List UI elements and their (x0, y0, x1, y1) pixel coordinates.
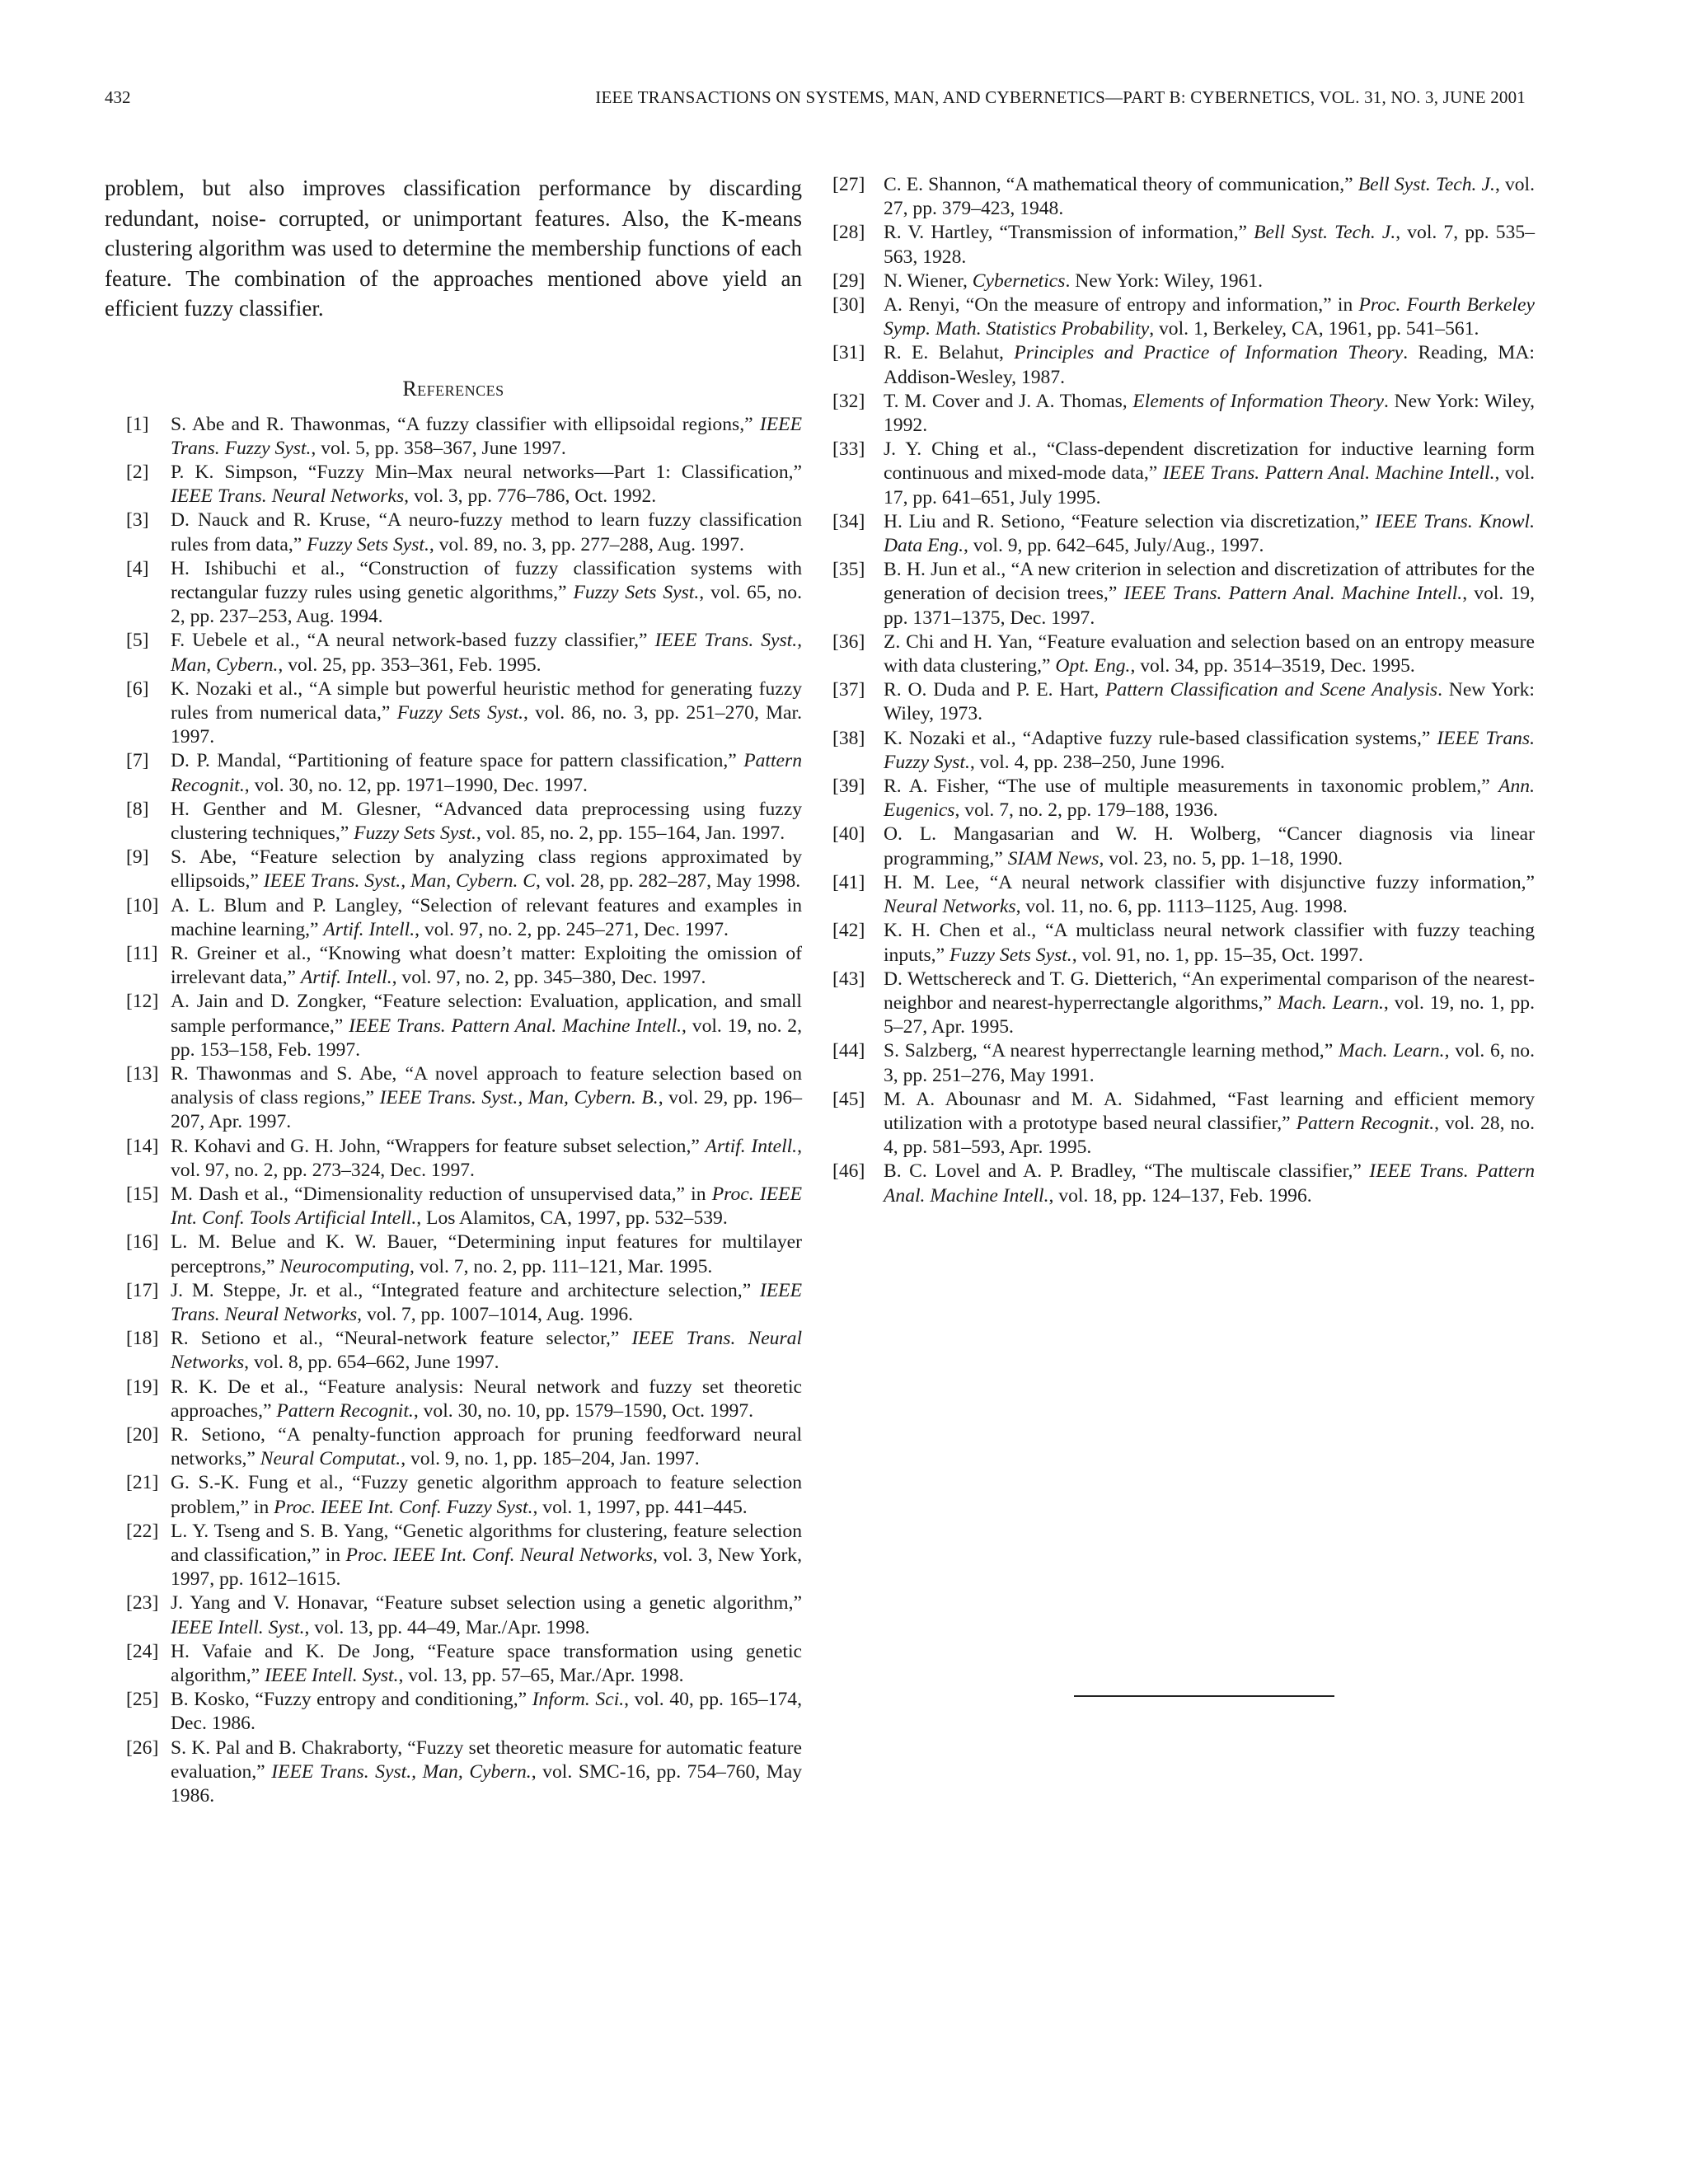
reference-venue: IEEE Trans. Syst., Man, Cybern. (271, 1760, 532, 1783)
reference-number: [9] (126, 846, 149, 869)
reference-details: , vol. 9, pp. 642–645, July/Aug., 1997. (964, 535, 1264, 557)
reference-details: , vol. 25, pp. 353–361, Feb. 1995. (278, 654, 542, 676)
reference-number: [18] (126, 1328, 159, 1350)
reference-venue: SIAM News (1007, 847, 1100, 869)
reference-venue: Opt. Eng. (1055, 655, 1131, 677)
reference-authors-title: S. Abe, “Feature selection by analyzing class regions approximated by ellipsoids,” (171, 846, 802, 893)
reference-venue: IEEE Trans. Neural Networks (171, 1328, 802, 1374)
reference-number: [26] (126, 1736, 159, 1759)
reference-details: , vol. 30, no. 12, pp. 1971–1990, Dec. 1997. (244, 774, 588, 796)
reference-details: , vol. 97, no. 2, pp. 273–324, Dec. 1997. (171, 1135, 802, 1181)
reference-number: [14] (126, 1135, 159, 1157)
reference-authors-title: C. E. Shannon, “A mathematical theory of communication,” (884, 174, 1358, 195)
reference-venue: Cybernetics (972, 269, 1066, 292)
reference-venue: IEEE Intell. Syst. (265, 1665, 399, 1687)
reference-entry (832, 919, 1535, 967)
reference-number: [42] (832, 920, 865, 942)
reference-venue: IEEE Trans. Pattern Anal. Machine Intell. (349, 1015, 682, 1037)
reference-details: , vol. 1, 1997, pp. 441–445. (532, 1496, 748, 1518)
reference-number: [23] (126, 1592, 159, 1615)
reference-number: [19] (126, 1376, 159, 1398)
reference-authors-title: H. M. Lee, “A neural network classifier with disjunctive fuzzy information,” (884, 871, 1535, 893)
reference-number: [36] (832, 630, 865, 653)
reference-venue: IEEE Trans. Syst., Man, Cybern. C (263, 870, 537, 893)
reference-entry (105, 557, 802, 630)
reference-details: , vol. 91, no. 1, pp. 15–35, Oct. 1997. (1071, 944, 1363, 966)
reference-authors-title: J. M. Steppe, Jr. et al., “Integrated feature and architecture selection,” (171, 1279, 760, 1301)
reference-entry (105, 846, 802, 893)
reference-venue: Bell Syst. Tech. J. (1254, 222, 1396, 244)
reference-authors-title: S. K. Pal and B. Chakraborty, “Fuzzy set theoretic measure for automatic feature evaluation,” (171, 1736, 802, 1783)
reference-authors-title: A. Renyi, “On the measure of entropy and information,” in (884, 294, 1359, 316)
reference-details: , vol. 19, no. 2, pp. 153–158, Feb. 1997. (171, 1015, 802, 1061)
reference-list-right (832, 173, 1535, 1208)
reference-entry (832, 293, 1535, 341)
reference-number: [33] (832, 438, 865, 461)
reference-venue: Principles and Practice of Information Theory (1014, 342, 1404, 364)
reference-details: , Los Alamitos, CA, 1997, pp. 532–539. (416, 1207, 728, 1230)
right-column (832, 173, 1535, 1208)
reference-authors-title: M. A. Abounasr and M. A. Sidahmed, “Fast learning and efficient memory utilization with a prototype based neural classifier,” (884, 1088, 1535, 1134)
reference-authors-title: B. H. Jun et al., “A new criterion in selection and discretization of attributes for the generation of decision trees,” (884, 559, 1535, 605)
reference-venue: Artif. Intell. (323, 918, 415, 940)
reference-venue: Proc. IEEE Int. Conf. Fuzzy Syst. (274, 1496, 533, 1518)
reference-authors-title: L. M. Belue and K. W. Bauer, “Determining input features for multilayer perceptrons,” (171, 1231, 802, 1277)
reference-authors-title: F. Uebele et al., “A neural network-based fuzzy classifier,” (171, 630, 655, 652)
reference-venue: IEEE Trans. Neural Networks (171, 485, 405, 508)
reference-venue: Elements of Information Theory (1132, 390, 1384, 412)
reference-venue: Artif. Intell. (300, 967, 392, 989)
reference-authors-title: Z. Chi and H. Yan, “Feature evaluation and selection based on an entropy measure with data clustering,” (884, 630, 1535, 677)
reference-number: [44] (832, 1040, 865, 1062)
reference-details: . New York: Wiley, 1973. (884, 679, 1535, 725)
left-column (105, 173, 802, 1808)
reference-entry (105, 990, 802, 1062)
reference-venue: Proc. IEEE Int. Conf. Neural Networks (345, 1544, 654, 1567)
reference-details: , vol. 13, pp. 44–49, Mar./Apr. 1998. (304, 1616, 590, 1638)
reference-venue: Bell Syst. Tech. J. (1357, 174, 1495, 195)
reference-entry (105, 677, 802, 750)
reference-authors-title: H. Genther and M. Glesner, “Advanced data preprocessing using fuzzy clustering techniques,” (171, 798, 802, 844)
reference-entry (832, 775, 1535, 823)
reference-authors-title: P. K. Simpson, “Fuzzy Min–Max neural networks—Part 1: Classification,” (171, 461, 802, 483)
reference-entry (105, 1591, 802, 1639)
reference-number: [16] (126, 1231, 159, 1254)
reference-details: , vol. 4, pp. 238–250, June 1996. (969, 751, 1226, 773)
reference-entry (105, 1471, 802, 1519)
reference-details: , vol. 13, pp. 57–65, Mar./Apr. 1998. (398, 1665, 684, 1687)
reference-authors-title: S. Abe and R. Thawonmas, “A fuzzy classifier with ellipsoidal regions,” (171, 413, 760, 435)
reference-authors-title: O. L. Mangasarian and W. H. Wolberg, “Cancer diagnosis via linear programming,” (884, 823, 1535, 869)
reference-number: [4] (126, 557, 149, 579)
body-paragraph: problem, but also improves classification performance by discarding redundant, noise- corrupted, or unimportant features. Also, the K-means clustering algorithm was used to determine the membership functions of each feature. The combination of the approaches mentioned above yield an efficient fuzzy classifier. (105, 176, 802, 321)
reference-details: , vol. 28, no. 4, pp. 581–593, Apr. 1995. (884, 1112, 1535, 1159)
reference-entry (105, 1376, 802, 1423)
reference-number: [13] (126, 1062, 159, 1085)
reference-entry (832, 221, 1535, 269)
reference-entry (832, 558, 1535, 630)
reference-authors-title: A. L. Blum and P. Langley, “Selection of relevant features and examples in machine learning,” (171, 894, 802, 940)
reference-number: [2] (126, 461, 149, 483)
reference-entry (105, 942, 802, 990)
reference-entry (105, 798, 802, 846)
reference-entry (105, 509, 802, 556)
running-header (105, 87, 1526, 115)
reference-details: , vol. 17, pp. 641–651, July 1995. (884, 462, 1535, 509)
reference-entry (105, 749, 802, 797)
reference-entry (832, 678, 1535, 726)
reference-entry (105, 1183, 802, 1230)
reference-details: , vol. 97, no. 2, pp. 245–271, Dec. 1997. (415, 918, 729, 940)
reference-authors-title: A. Jain and D. Zongker, “Feature selection: Evaluation, application, and small sample performance,” (171, 991, 802, 1037)
reference-number: [22] (126, 1520, 159, 1542)
reference-venue: IEEE Trans. Pattern Anal. Machine Intell. (884, 1160, 1535, 1207)
reference-entry (105, 461, 802, 509)
reference-authors-title: K. H. Chen et al., “A multiclass neural network classifier with fuzzy teaching inputs,” (884, 920, 1535, 966)
reference-number: [28] (832, 222, 865, 244)
reference-venue: IEEE Trans. Syst., Man, Cybern. (171, 630, 802, 676)
reference-number: [32] (832, 390, 865, 412)
reference-number: [5] (126, 630, 149, 652)
reference-details: , vol. 85, no. 2, pp. 155–164, Jan. 1997. (476, 822, 785, 844)
reference-authors-title: R. A. Fisher, “The use of multiple measurements in taxonomic problem,” (884, 776, 1499, 798)
reference-venue: Neurocomputing (279, 1255, 410, 1277)
reference-venue: IEEE Trans. Neural Networks (171, 1279, 802, 1326)
reference-number: [25] (126, 1689, 159, 1711)
reference-entry (832, 1088, 1535, 1160)
reference-entry (105, 1736, 802, 1809)
reference-details: , vol. 89, no. 3, pp. 277–288, Aug. 1997. (429, 533, 744, 555)
reference-venue: Mach. Learn. (1338, 1040, 1445, 1062)
reference-details: . New York: Wiley, 1961. (1065, 269, 1264, 292)
reference-details: . New York: Wiley, 1992. (884, 390, 1536, 437)
reference-number: [35] (832, 559, 865, 581)
reference-details: , vol. 7, pp. 535–563, 1928. (884, 222, 1535, 268)
reference-number: [39] (832, 776, 865, 798)
reference-authors-title: R. Setiono et al., “Neural-network feature selector,” (171, 1328, 632, 1350)
reference-details: , vol. 30, no. 10, pp. 1579–1590, Oct. 1997. (413, 1399, 754, 1422)
reference-details: , vol. 8, pp. 654–662, June 1997. (244, 1352, 499, 1374)
reference-authors-title: J. Yang and V. Honavar, “Feature subset selection using a genetic algorithm,” (171, 1592, 802, 1615)
reference-number: [12] (126, 991, 159, 1013)
reference-entry (105, 413, 802, 461)
reference-venue: Fuzzy Sets Syst. (354, 822, 476, 844)
reference-number: [30] (832, 294, 865, 316)
reference-entry (832, 823, 1535, 870)
reference-entry (832, 727, 1535, 775)
reference-entry (832, 269, 1535, 293)
reference-entry (105, 629, 802, 677)
reference-number: [1] (126, 413, 149, 435)
reference-details: , vol. 34, pp. 3514–3519, Dec. 1995. (1130, 655, 1415, 677)
reference-details: , vol. 1, Berkeley, CA, 1961, pp. 541–561. (1149, 318, 1479, 340)
reference-authors-title: R. E. Belahut, (884, 342, 1015, 364)
reference-number: [41] (832, 871, 865, 893)
reference-details: , vol. 29, pp. 196–207, Apr. 1997. (171, 1087, 803, 1133)
reference-authors-title: R. Setiono, “A penalty-function approach for pruning feedforward neural networks,” (171, 1424, 802, 1470)
end-of-article-rule (1074, 1695, 1334, 1697)
reference-number: [6] (126, 677, 149, 700)
reference-venue: Proc. Fourth Berkeley Symp. Math. Statistics Probability (884, 294, 1535, 340)
reference-details: , vol. 28, pp. 282–287, May 1998. (536, 870, 801, 893)
reference-entry (105, 1279, 802, 1327)
reference-venue: Fuzzy Sets Syst. (307, 533, 429, 555)
reference-number: [3] (126, 509, 149, 532)
reference-authors-title: R. Thawonmas and S. Abe, “A novel approach to feature selection based on analysis of class regions,” (171, 1062, 802, 1109)
reference-authors-title: H. Ishibuchi et al., “Construction of fuzzy classification systems with rectangular fuzzy rules using genetic algorithms,” (171, 557, 802, 603)
reference-details: , vol. 3, pp. 776–786, Oct. 1992. (404, 485, 657, 508)
reference-authors-title: H. Vafaie and K. De Jong, “Feature space transformation using genetic algorithm,” (171, 1640, 802, 1687)
reference-entry (105, 894, 802, 942)
reference-venue: Pattern Recognit. (276, 1399, 414, 1422)
reference-venue: IEEE Trans. Knowl. Data Eng. (884, 510, 1535, 557)
reference-entry (832, 510, 1535, 558)
reference-details: , vol. 19, pp. 1371–1375, Dec. 1997. (884, 583, 1535, 629)
reference-venue: Inform. Sci. (532, 1689, 625, 1711)
reference-entry (105, 1062, 802, 1135)
reference-venue: Fuzzy Sets Syst. (396, 701, 523, 724)
reference-venue: Fuzzy Sets Syst. (949, 944, 1072, 966)
reference-authors-title: T. M. Cover and J. A. Thomas, (884, 390, 1133, 412)
reference-authors-title: R. Greiner et al., “Knowing what doesn’t matter: Exploiting the omission of irrelevant data,” (171, 942, 802, 989)
reference-authors-title: R. Kohavi and G. H. John, “Wrappers for feature subset selection,” (171, 1135, 706, 1157)
reference-venue: IEEE Trans. Fuzzy Syst. (171, 413, 802, 459)
reference-details: . Reading, MA: Addison-Wesley, 1987. (884, 342, 1535, 388)
reference-authors-title: S. Salzberg, “A nearest hyperrectangle learning method,” (884, 1040, 1339, 1062)
reference-authors-title: J. Y. Ching et al., “Class-dependent discretization for inductive learning form continuous and mixed-mode data,” (884, 438, 1535, 485)
reference-venue: IEEE Trans. Pattern Anal. Machine Intell. (1123, 583, 1463, 605)
reference-entry (105, 1520, 802, 1592)
reference-number: [17] (126, 1279, 159, 1301)
reference-authors-title: N. Wiener, (884, 269, 973, 292)
reference-number: [31] (832, 342, 865, 364)
reference-entry (832, 341, 1535, 389)
reference-number: [40] (832, 823, 865, 846)
reference-entry (832, 630, 1535, 678)
reference-entry (105, 1230, 802, 1278)
reference-authors-title: R. O. Duda and P. E. Hart, (884, 679, 1106, 701)
reference-authors-title: D. P. Mandal, “Partitioning of feature space for pattern classification,” (171, 750, 744, 772)
reference-details: , vol. 86, no. 3, pp. 251–270, Mar. 1997. (171, 701, 802, 748)
reference-number: [24] (126, 1640, 159, 1662)
reference-number: [20] (126, 1424, 159, 1446)
reference-entry (832, 1160, 1535, 1207)
reference-entry (105, 1688, 802, 1736)
reference-number: [29] (832, 269, 865, 292)
reference-number: [43] (832, 968, 865, 990)
reference-authors-title: D. Nauck and R. Kruse, “A neuro-fuzzy method to learn fuzzy classification rules from data,” (171, 509, 802, 555)
reference-details: , vol. 19, no. 1, pp. 5–27, Apr. 1995. (884, 991, 1535, 1038)
reference-number: [21] (126, 1472, 159, 1494)
reference-venue: Pattern Recognit. (1296, 1112, 1435, 1134)
reference-entry (832, 968, 1535, 1040)
reference-number: [27] (832, 174, 865, 195)
reference-authors-title: B. Kosko, “Fuzzy entropy and conditioning,” (171, 1689, 532, 1711)
reference-venue: IEEE Trans. Pattern Anal. Machine Intell. (1162, 462, 1495, 485)
reference-venue: IEEE Intell. Syst. (171, 1616, 305, 1638)
reference-number: [11] (126, 942, 158, 964)
reference-authors-title: K. Nozaki et al., “A simple but powerful heuristic method for generating fuzzy rules from numerical data,” (171, 677, 802, 724)
reference-entry (105, 1640, 802, 1688)
reference-list-left (105, 413, 802, 1809)
reference-entry (105, 1135, 802, 1183)
reference-number: [7] (126, 750, 149, 772)
reference-details: , vol. 18, pp. 124–137, Feb. 1996. (1048, 1184, 1312, 1207)
reference-entry (832, 390, 1535, 438)
reference-authors-title: M. Dash et al., “Dimensionality reduction of unsupervised data,” in (171, 1183, 712, 1205)
reference-entry (832, 173, 1535, 221)
reference-number: [37] (832, 679, 865, 701)
reference-authors-title: G. S.-K. Fung et al., “Fuzzy genetic algorithm approach to feature selection problem,” in (171, 1472, 802, 1518)
reference-details: , vol. 5, pp. 358–367, June 1997. (311, 437, 566, 459)
reference-details: , vol. 11, no. 6, pp. 1113–1125, Aug. 1998. (1015, 896, 1348, 918)
reference-venue: Neural Computat. (260, 1448, 401, 1470)
reference-number: [38] (832, 727, 865, 749)
reference-authors-title: D. Wettschereck and T. G. Dietterich, “An experimental comparison of the nearest-neighbor and nearest-hyperrectangle algorithms,” (884, 968, 1535, 1014)
reference-venue: Proc. IEEE Int. Conf. Tools Artificial Intell. (171, 1183, 802, 1230)
reference-authors-title: K. Nozaki et al., “Adaptive fuzzy rule-based classification systems,” (884, 727, 1437, 749)
reference-details: , vol. 7, no. 2, pp. 111–121, Mar. 1995. (410, 1255, 713, 1277)
page-number: 432 (105, 87, 131, 107)
reference-details: , vol. SMC-16, pp. 754–760, May 1986. (171, 1760, 802, 1807)
reference-authors-title: R. K. De et al., “Feature analysis: Neural network and fuzzy set theoretic approaches,” (171, 1376, 802, 1422)
reference-number: [46] (832, 1160, 865, 1183)
reference-venue: Ann. Eugenics (884, 776, 1535, 822)
reference-venue: Fuzzy Sets Syst. (573, 581, 700, 603)
reference-venue: Pattern Classification and Scene Analysis (1105, 679, 1438, 701)
reference-number: [10] (126, 894, 159, 916)
reference-details: , vol. 65, no. 2, pp. 237–253, Aug. 1994. (171, 581, 802, 628)
reference-venue: Neural Networks (884, 896, 1016, 918)
reference-number: [45] (832, 1088, 865, 1110)
reference-details: , vol. 7, no. 2, pp. 179–188, 1936. (954, 799, 1218, 822)
reference-authors-title: R. V. Hartley, “Transmission of information,” (884, 222, 1254, 244)
reference-details: , vol. 6, no. 3, pp. 251–276, May 1991. (884, 1040, 1535, 1086)
reference-details: , vol. 9, no. 1, pp. 185–204, Jan. 1997. (401, 1448, 700, 1470)
reference-details: , vol. 97, no. 2, pp. 345–380, Dec. 1997. (392, 967, 706, 989)
reference-details: , vol. 7, pp. 1007–1014, Aug. 1996. (357, 1304, 634, 1326)
reference-venue: IEEE Trans. Fuzzy Syst. (884, 727, 1535, 773)
reference-entry (832, 438, 1535, 510)
reference-details: , vol. 3, New York, 1997, pp. 1612–1615. (171, 1544, 802, 1591)
reference-number: [15] (126, 1183, 159, 1205)
reference-entry (105, 1423, 802, 1471)
reference-details: , vol. 27, pp. 379–423, 1948. (884, 174, 1535, 220)
reference-entry (105, 1327, 802, 1375)
reference-details: , vol. 40, pp. 165–174, Dec. 1986. (171, 1689, 802, 1735)
reference-authors-title: H. Liu and R. Setiono, “Feature selection via discretization,” (884, 510, 1376, 532)
reference-authors-title: L. Y. Tseng and S. B. Yang, “Genetic algorithms for clustering, feature selection and classification,” in (171, 1520, 802, 1567)
reference-number: [8] (126, 798, 149, 820)
reference-number: [34] (832, 510, 865, 532)
reference-venue: Pattern Recognit. (171, 750, 802, 796)
reference-venue: IEEE Trans. Syst., Man, Cybern. B. (379, 1087, 659, 1109)
reference-entry (832, 871, 1535, 919)
reference-entry (832, 1039, 1535, 1087)
reference-venue: Artif. Intell. (705, 1135, 798, 1157)
journal-running-title: IEEE TRANSACTIONS ON SYSTEMS, MAN, AND CYBERNETICS—PART B: CYBERNETICS, VOL. 31, NO. 3, JUNE 2001 (595, 87, 1526, 107)
reference-authors-title: B. C. Lovel and A. P. Bradley, “The multiscale classifier,” (884, 1160, 1370, 1183)
reference-venue: Mach. Learn. (1278, 991, 1384, 1014)
references-heading: References (402, 376, 504, 401)
reference-details: , vol. 23, no. 5, pp. 1–18, 1990. (1099, 847, 1343, 869)
